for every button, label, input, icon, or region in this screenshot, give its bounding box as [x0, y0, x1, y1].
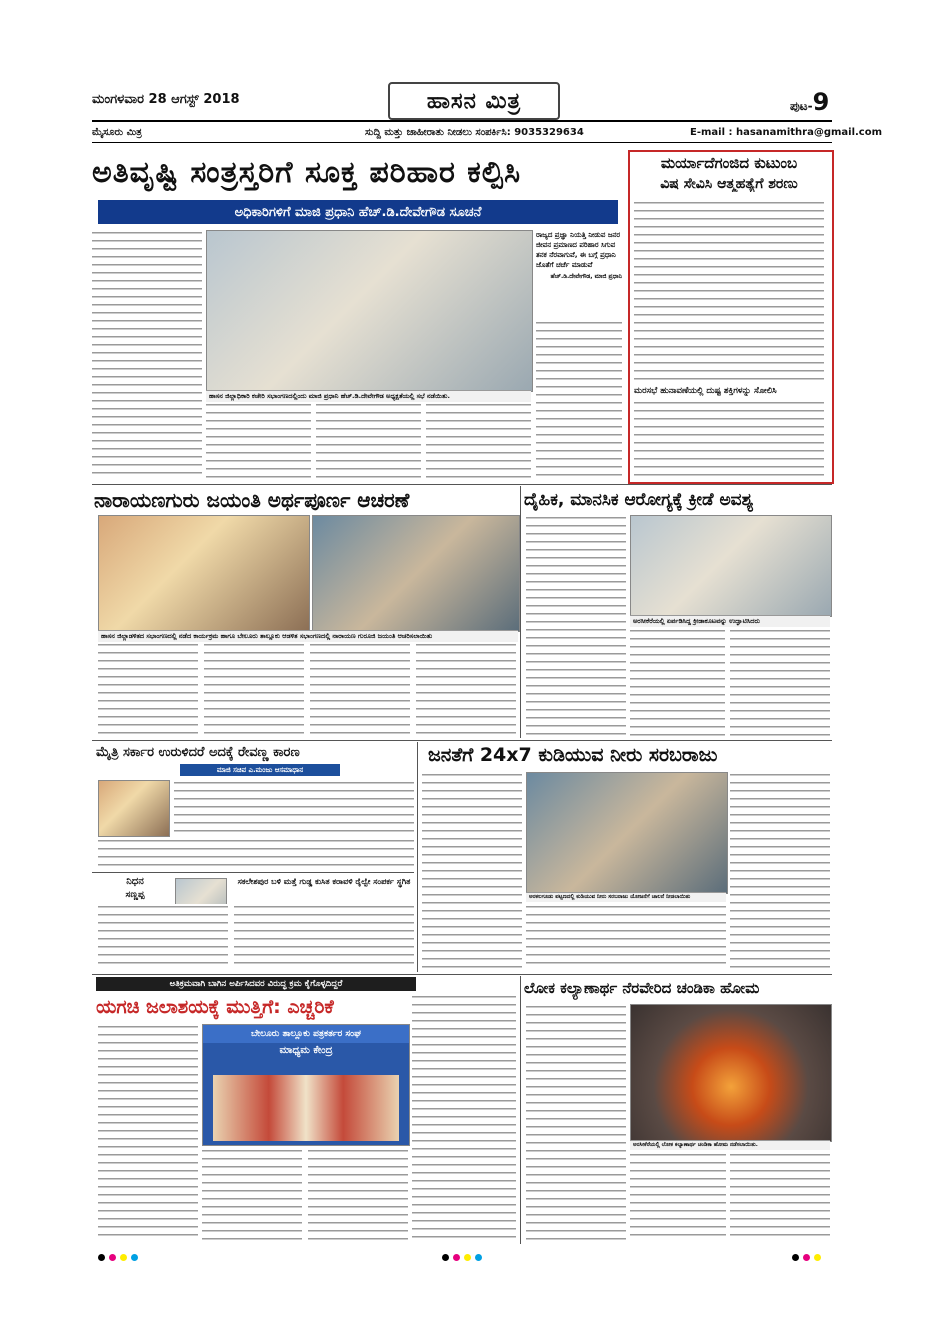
story7-kicker: ಅತಿಕ್ರಮವಾಗಿ ಬಾಗಿನ ಅರ್ಪಿಸಿದವರ ವಿರುದ್ಧ ಕ್ರಮ ಕೈಗೊಳ್ಳದಿದ್ದರೆ	[96, 977, 416, 991]
divider-vertical-2	[417, 742, 418, 972]
side-story-text	[634, 200, 824, 380]
lead-photo	[206, 230, 533, 392]
story4-headline: ಮೈತ್ರಿ ಸರ್ಕಾರ ಉರುಳಿದರೆ ಅದಕ್ಕೆ ರೇವಣ್ಣ ಕಾರಣ	[96, 745, 300, 760]
registration-dots-left	[96, 1246, 140, 1265]
story2-column-1	[98, 642, 198, 737]
story3-photo	[630, 515, 832, 617]
story6-caption: ಅರಕಲಗೂಡು ಪಟ್ಟಣದಲ್ಲಿ ಕುಡಿಯುವ ನೀರು ಸರಬರಾಜು ಯೋಜನೆಗೆ ಚಾಲನೆ ನೀಡಲಾಯಿತು	[526, 892, 726, 902]
story2-column-4	[416, 642, 516, 737]
story8-column-1	[526, 1004, 626, 1242]
lead-column-4	[426, 402, 531, 480]
lead-column-right	[536, 320, 622, 480]
lead-quote-box	[536, 230, 622, 310]
side-story-headline: ವಿಷ ಸೇವಿಸಿ ಆತ್ಮಹತ್ಯೆಗೆ ಶರಣು	[660, 176, 798, 192]
story7-photo	[202, 1024, 410, 1146]
story6-photo	[526, 772, 728, 894]
story3-column-3	[730, 628, 830, 736]
registration-dots-center	[440, 1246, 484, 1265]
story6-headline: ಜನತೆಗೆ 24x7 ಕುಡಿಯುವ ನೀರು ಸರಬರಾಜು	[428, 744, 718, 766]
story8-headline: ಲೋಕ ಕಲ್ಯಾಣಾರ್ಥ ನೆರವೇರಿದ ಚಂಡಿಕಾ ಹೋಮ	[524, 979, 760, 997]
lead-column-3	[316, 402, 421, 480]
story2-photo-2	[312, 515, 520, 632]
story7-column-4	[412, 994, 516, 1242]
lead-headline: ಅತಿವೃಷ್ಟಿ ಸಂತ್ರಸ್ತರಿಗೆ ಸೂಕ್ತ ಪರಿಹಾರ ಕಲ್ಪಿಸಿ	[92, 155, 522, 190]
obituary-title: ನಿಧನ	[126, 876, 144, 887]
header-rule	[92, 120, 832, 122]
section-name: ಮೈಸೂರು ಮಿತ್ರ	[92, 127, 142, 138]
story5-text	[234, 904, 414, 970]
email-line: E-mail : hasanamithra@gmail.com	[690, 127, 883, 138]
header-rule-2	[92, 142, 832, 143]
issue-date: ಮಂಗಳವಾರ 28 ಆಗಸ್ಟ್ 2018	[92, 92, 240, 107]
lead-subhead: ಅಧಿಕಾರಿಗಳಿಗೆ ಮಾಜಿ ಪ್ರಧಾನಿ ಹೆಚ್.ಡಿ.ದೇವೇಗೌಡ ಸೂಚನೆ	[98, 200, 618, 224]
lead-column-1	[92, 230, 202, 480]
story4-subhead: ಮಾಜಿ ಸಚಿವ ಎ.ಮಂಜು ಆಸಮಾಧಾನ	[180, 764, 340, 776]
story2-caption: ಹಾಸನ ಜಿಲ್ಲಾಡಳಿತದ ಸಭಾಂಗಣದಲ್ಲಿ ನಡೆದ ಕಾರ್ಯಕ್ರಮ ಹಾಗೂ ಬೇಲೂರು ತಾಲ್ಲೂಕು ಆಡಳಿತ ಸಭಾಂಗಣದಲ್ಲಿ ನಾರಾಯಣ ಗುರೂಜಿ ಜಯಂತಿ ಆಚರಿಸಲಾಯಿತು	[98, 630, 518, 642]
story2-photo-1	[98, 515, 310, 632]
story8-caption: ಅರಸೀಕೆರೆಯಲ್ಲಿ ಲೋಕ ಕಲ್ಯಾಣಾರ್ಥ ಚಂಡಿಕಾ ಹೋಮ ನಡೆಸಲಾಯಿತು.	[630, 1140, 830, 1150]
story6-column-3	[730, 772, 830, 970]
divider-2	[92, 740, 832, 741]
obituary-text	[98, 904, 228, 970]
story8-photo	[630, 1004, 832, 1142]
side-story2-text	[634, 400, 824, 476]
story7-headline: ಯಗಚಿ ಜಲಾಶಯಕ್ಕೆ ಮುತ್ತಿಗೆ: ಎಚ್ಚರಿಕೆ	[96, 996, 334, 1018]
lead-photo-caption: ಹಾಸನ ಜಿಲ್ಲಾಧಿಕಾರಿ ಕಚೇರಿ ಸಭಾಂಗಣದಲ್ಲಿಂದು ಮಾಜಿ ಪ್ರಧಾನಿ ಹೆಚ್.ಡಿ.ದೇವೇಗೌಡ ಅಧ್ಯಕ್ಷತೆಯಲ್ಲಿ ಸಭೆ ನಡೆಯಿತು.	[206, 390, 531, 402]
story7-column-3	[308, 1148, 408, 1242]
story3-column-1	[526, 515, 626, 737]
story2-column-3	[310, 642, 410, 737]
side-story-kicker: ಮರ್ಯಾದೆಗಂಜಿದ ಕುಟುಂಬ	[660, 154, 798, 172]
page-number: ಪುಟ-9	[790, 88, 830, 116]
lead-quote: ರಾಜ್ಯದ ಪ್ರಜ್ಞಾ ನಿಯತ್ತಿ ನೀಡುವ ಜನರ ಜೀವನ ಪ್ರಮಾಣದ ಪರಿಹಾರ ಸಿಗುವ ತನಕ ನೆರವಾಗುವೆ, ಈ ಬಗ್ಗೆ ಪ್ರಧಾನಿ ಜೊತೆಗೆ ಚರ್ಚೆ ಮಾಡುವೆ	[536, 231, 621, 269]
lead-quote-author: ಹೆಚ್.ಡಿ.ದೇವೇಗೌಡ, ಮಾಜಿ ಪ್ರಧಾನಿ	[550, 273, 622, 280]
story8-column-3	[730, 1152, 830, 1242]
story7-people	[213, 1075, 399, 1141]
story7-banner-text: ಬೇಲೂರು ತಾಲ್ಲೂಕು ಪತ್ರಕರ್ತರ ಸಂಘ	[203, 1025, 409, 1043]
story3-column-2	[630, 628, 725, 736]
story4-photo	[98, 780, 170, 837]
story7-banner-sub: ಮಾಧ್ಯಮ ಕೇಂದ್ರ	[279, 1045, 333, 1056]
contact-line: ಸುದ್ದಿ ಮತ್ತು ಜಾಹೀರಾತು ನೀಡಲು ಸಂಪರ್ಕಿಸಿ: 9035329634	[365, 127, 584, 138]
divider-4	[92, 974, 832, 975]
story4-text-bottom	[98, 838, 414, 868]
obituary-name: ಸಣ್ಣಪ್ಪ	[125, 890, 145, 900]
story8-column-2	[630, 1152, 726, 1242]
lead-column-2	[206, 402, 311, 480]
divider-vertical-3	[520, 976, 521, 1244]
story4-text-top	[174, 780, 414, 835]
divider-vertical	[520, 486, 521, 738]
side-story2-headline: ಮರಸಭೆ ಹುನಾವಣೆಯಲ್ಲಿ ದುಷ್ಟ ಶಕ್ತಿಗಳನ್ನು ಸೋಲಿಸಿ	[634, 386, 777, 396]
story5-headline: ಸಕಲೇಶಪುರ ಬಳಿ ಮತ್ತೆ ಗುಡ್ಡ ಕುಸಿತ ಕರಾವಳಿ ರೈಲ್ವೇ ಸಂಪರ್ಕ ಸ್ಥಗಿತ	[237, 877, 411, 886]
story3-caption: ಅರಸೀಕೆರೆಯಲ್ಲಿ ಏರ್ಪಡಿಸಿದ್ದ ಕ್ರೀಡಾಕೂಟವನ್ನು ಉದ್ಘಾಟಿಸಿದರು	[630, 615, 830, 627]
divider	[92, 484, 832, 485]
story6-column-2	[526, 904, 726, 970]
masthead: ಹಾಸನ ಮಿತ್ರ	[388, 82, 560, 120]
divider-3	[92, 872, 414, 873]
story3-headline: ದೈಹಿಕ, ಮಾನಸಿಕ ಆರೋಗ್ಯಕ್ಕೆ ಕ್ರೀಡೆ ಅವಶ್ಯ	[524, 490, 754, 510]
registration-dots-right	[790, 1246, 823, 1265]
story2-headline: ನಾರಾಯಣಗುರು ಜಯಂತಿ ಅರ್ಥಪೂರ್ಣ ಆಚರಣೆ	[94, 488, 410, 512]
story2-column-2	[204, 642, 304, 737]
story7-column-2	[202, 1148, 302, 1242]
story6-column-1	[422, 772, 522, 970]
story7-column-1	[98, 1024, 198, 1242]
